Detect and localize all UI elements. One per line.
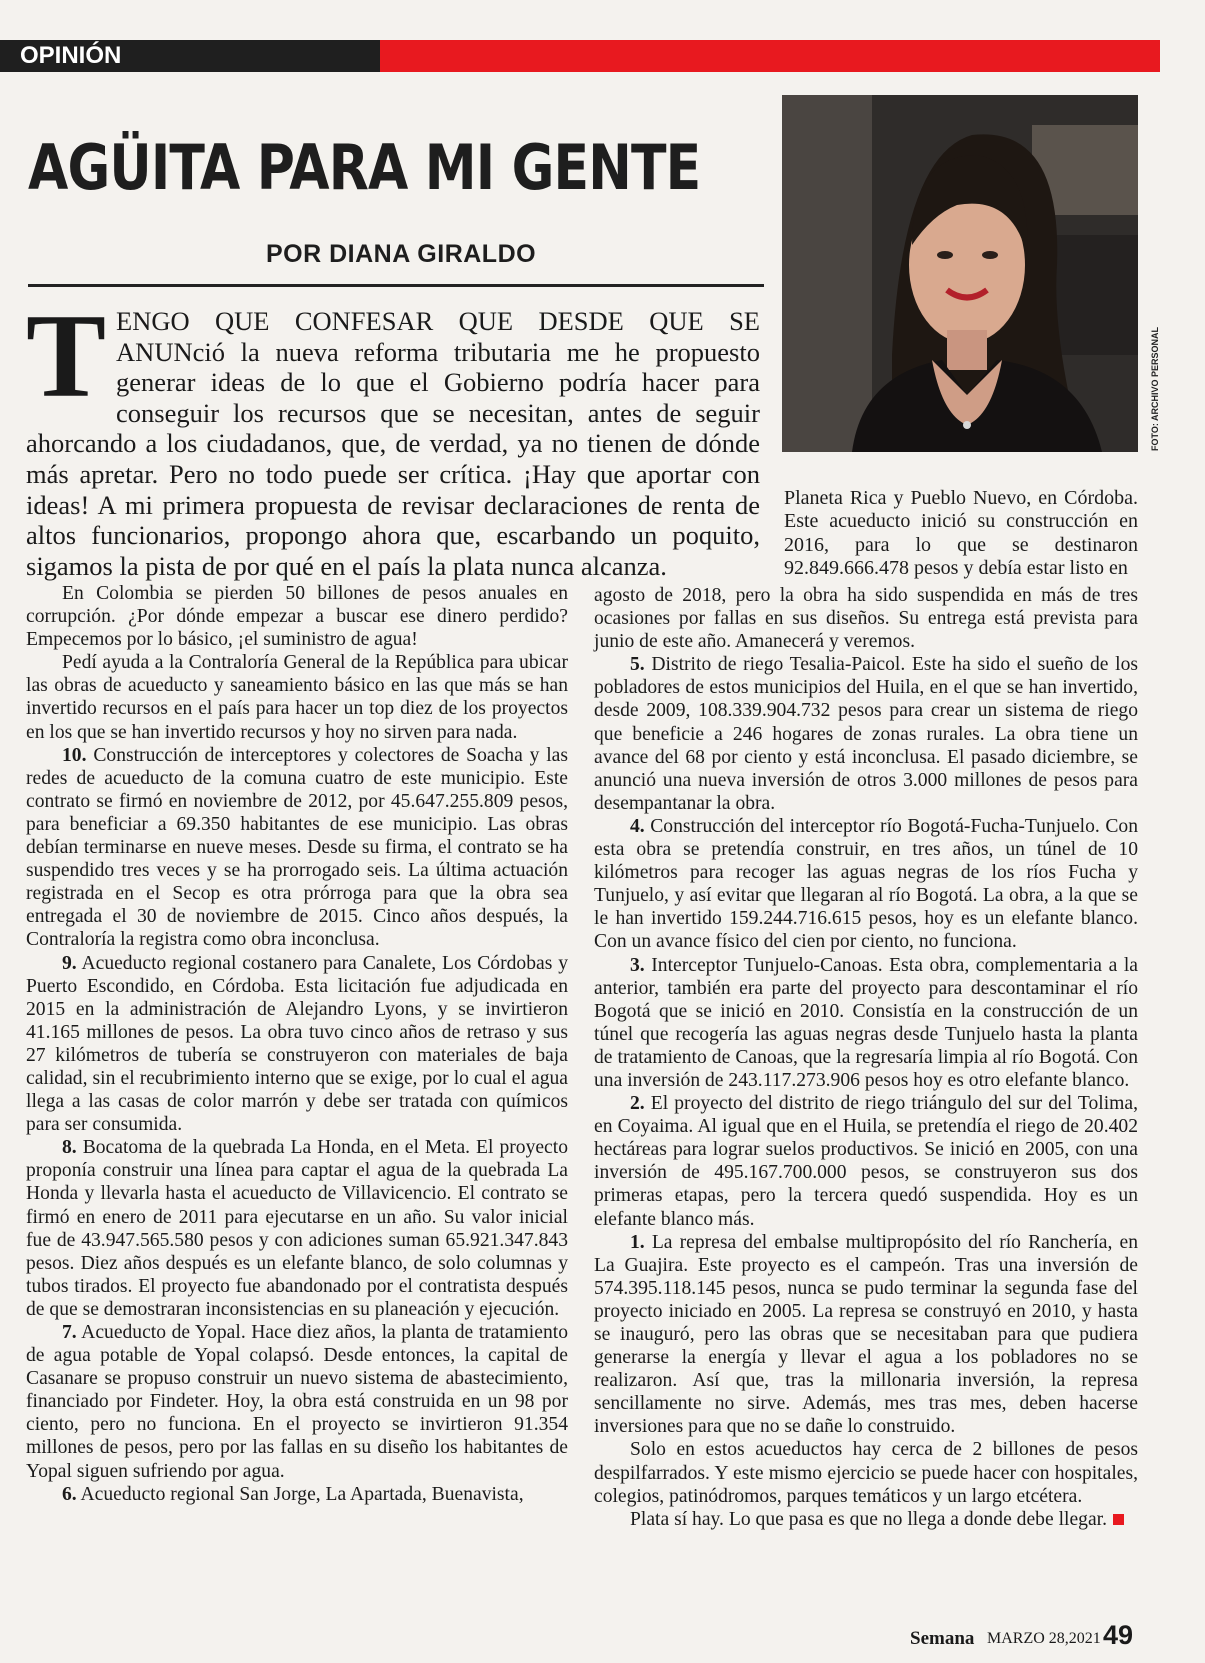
drop-cap: T xyxy=(26,289,107,422)
section-label: OPINIÓN xyxy=(0,40,380,72)
paragraph-text: Acueducto regional costanero para Canalete, Los Córdobas y Puerto Escondido, en Córdoba. Esta licitación fue adjudicada en 2015 en la administración de Alejandro Lyons, y se invirtieron 41.165 millones de pesos. La obra tuvo cinco años de retraso y sus 27 kilómetros de tubería se construyeron con materiales de baja calidad, sin el recubrimiento interno que se exige, por lo cual el agua llega a las casas de color marrón y debe ser tratada con químicos para ser consumida. xyxy=(26,952,568,1136)
paragraph-text: En Colombia se pierden 50 billones de pesos anuales en corrupción. ¿Por dónde empezar a buscar ese dinero perdido? Empecemos por lo básico, ¡el suministro de agua! xyxy=(26,583,568,651)
issue-date: MARZO 28,2021 xyxy=(987,1630,1101,1647)
article-paragraph xyxy=(594,1508,1138,1531)
end-of-article-mark xyxy=(1113,1514,1124,1525)
article-paragraph xyxy=(26,1321,568,1483)
column2-lead-text: Planeta Rica y Pueblo Nuevo, en Córdoba. Este acueducto inició su construcción en 2016, para lo que se destinaron 92.849.666.478 pesos y debía estar listo en xyxy=(784,487,1138,579)
portrait-illustration xyxy=(782,95,1138,452)
ranking-number: 9. xyxy=(62,952,77,974)
paragraph-text: Acueducto de Yopal. Hace diez años, la planta de tratamiento de agua potable de Yopal colapsó. Desde entonces, la capital de Casanare se propuso construir un nuevo sistema de abastecimiento, financiado por Findeter. Hoy, la obra está construida en un 98 por ciento, pero no funciona. En el proyecto se invirtieron 91.354 millones de pesos, pero por las fallas en su diseño los habitantes de Yopal siguen sufriendo por agua. xyxy=(26,1322,568,1482)
ranking-number: 6. xyxy=(62,1483,77,1505)
article-paragraph xyxy=(26,744,568,952)
paragraph-text: Pedí ayuda a la Contraloría General de la República para ubicar las obras de acueducto y saneamiento básico en las que más se han invertido recursos en el país para hacer un top diez de los proyectos en los que se han invertido recursos y hoy no sirven para nada. xyxy=(26,652,568,743)
section-header-bar xyxy=(0,40,1160,72)
paragraph-text: Plata sí hay. Lo que pasa es que no llega a donde debe llegar. xyxy=(630,1508,1107,1530)
article-paragraph xyxy=(594,584,1138,653)
ranking-number: 2. xyxy=(630,1093,645,1115)
article-paragraph xyxy=(26,1483,568,1506)
article-paragraph xyxy=(26,952,568,1137)
ranking-number: 5. xyxy=(630,654,645,676)
ranking-number: 1. xyxy=(630,1231,645,1253)
article-headline: AGÜITA PARA MI GENTE xyxy=(28,131,701,204)
author-byline: POR DIANA GIRALDO xyxy=(266,240,537,268)
article-column-1 xyxy=(26,582,568,1506)
paragraph-text: Solo en estos acueductos hay cerca de 2 billones de pesos despilfarrados. Y este mismo ejercicio se puede hacer con hospitales, colegios, patinódromos, parques temáticos y un largo etcétera. xyxy=(594,1439,1138,1507)
paragraph-text: La represa del embalse multipropósito del río Ranchería, en La Guajira. Este proyecto es el campeón. Tras una inversión de 574.395.118.145 pesos, nunca se pudo terminar la segunda fase del proyecto iniciado en 2005. La represa se construyó en 2010, y hasta se inauguró, pero las obras que se necesitaban para que pudiera generarse la energía y llevar el agua a los pobladores no se realizaron. Así que, tras la millonaria inversión, la represa sencillamente no sirve. Además, mes tras mes, deben hacerse inversiones para que no se dañe lo construido. xyxy=(594,1231,1138,1438)
article-paragraph xyxy=(594,1092,1138,1231)
article-paragraph xyxy=(594,1231,1138,1439)
article-column-2 xyxy=(594,584,1138,1531)
paragraph-text: agosto de 2018, pero la obra ha sido suspendida en más de tres ocasiones por fallas en sus diseños. Su entrega está prevista para junio de este año. Amanecerá y veremos. xyxy=(594,585,1138,653)
page-number: 49 xyxy=(1103,1620,1134,1650)
ranking-number: 10. xyxy=(62,744,87,766)
ranking-number: 8. xyxy=(62,1137,77,1159)
photo-credit: FOTO: ARCHIVO PERSONAL xyxy=(1150,326,1160,451)
paragraph-text: Construcción de interceptores y colectores de Soacha y las redes de acueducto de la comuna cuatro de este municipio. Este contrato se firmó en noviembre de 2012, por 45.647.255.809 pesos, para beneficiar a 69.350 habitantes de ese municipio. Las obras debían terminarse en nueve meses. Desde su firma, el contrato se ha suspendido tres veces y se ha prorrogado seis. La última actuación registrada en el Secop es otra prórroga para que la obra sea entregada el 30 de noviembre de 2015. Cinco años después, la Contraloría la registra como obra inconclusa. xyxy=(26,744,568,951)
ranking-number: 7. xyxy=(62,1322,77,1343)
paragraph-text: Interceptor Tunjuelo-Canoas. Esta obra, complementaria a la anterior, también era parte del proyecto para descontaminar el río Bogotá que se inició en 2010. Consistía en la construcción de un túnel que recogería las aguas negras desde Tunjuelo hasta la planta de tratamiento de Canoas, que la regresaría limpia al río Bogotá. Con una inversión de 243.117.273.906 pesos hoy es otro elefante blanco. xyxy=(594,954,1138,1091)
ranking-number: 4. xyxy=(630,815,645,837)
article-paragraph xyxy=(594,954,1138,1093)
article-paragraph xyxy=(26,582,568,651)
publication-name: Semana xyxy=(910,1628,975,1649)
author-photo xyxy=(782,95,1138,452)
headline-divider xyxy=(28,284,764,287)
article-paragraph xyxy=(594,653,1138,815)
lede-text: ENGO QUE CONFESAR QUE DESDE QUE SE ANUNció la nueva reforma tributaria me he propuesto generar ideas de lo que el Gobierno podría hacer para conseguir los recursos que se necesitan, antes de seguir ahorcando a los ciudadanos, que, de verdad, ya no tienen de dónde más apretar. Pero no todo puede ser crítica. ¡Hay que aportar con ideas! A mi primera propuesta de revisar declaraciones de renta de altos funcionarios, propongo ahora que, escarbando un poquito, sigamos la pista de por qué en el país la plata nunca alcanza. xyxy=(26,306,760,581)
article-lede xyxy=(26,289,760,581)
article-paragraph xyxy=(594,1438,1138,1507)
ranking-number: 3. xyxy=(630,954,645,976)
paragraph-text: Construcción del interceptor río Bogotá-Fucha-Tunjuelo. Con esta obra se pretendía construir, en tres años, un túnel de 10 kilómetros para recoger las aguas negras de los ríos Fucha y Tunjuelo, y así evitar que llegaran al río Bogotá. La obra, a la que se le han invertido 159.244.716.615 pesos, hoy es un elefante blanco. Con un avance físico del cien por ciento, no funciona. xyxy=(594,815,1138,953)
paragraph-text: Acueducto regional San Jorge, La Apartada, Buenavista, xyxy=(76,1483,524,1505)
paragraph-text: Bocatoma de la quebrada La Honda, en el Meta. El proyecto proponía construir una línea para captar el agua de la quebrada La Honda y llevarla hasta el acueducto de Villavicencio. El contrato se firmó en enero de 2011 para ejecutarse en un año. Su valor inicial fue de 43.947.565.580 pesos y con adiciones suman 65.921.347.843 pesos. Diez años después es un elefante blanco, de solo columnas y tubos tirados. El proyecto fue abandonado por el contratista después de que se demostraran inconsistencias en su planeación y ejecución. xyxy=(26,1137,568,1320)
paragraph-text: Distrito de riego Tesalia-Paicol. Este ha sido el sueño de los pobladores de estos municipios del Huila, en el que se han invertido, desde 2009, 108.339.904.732 pesos para crear un sistema de riego que beneficie a 246 hogares de zonas rurales. La obra tiene un avance del 68 por ciento y está inconclusa. El pasado diciembre, se anunció una nueva inversión de otros 3.000 millones de pesos para desempantanar la obra. xyxy=(594,654,1138,814)
article-paragraph xyxy=(26,651,568,743)
article-paragraph xyxy=(594,815,1138,954)
article-paragraph xyxy=(26,1136,568,1321)
paragraph-text: El proyecto del distrito de riego triángulo del sur del Tolima, en Coyaima. Al igual que en el Huila, se pretendía el riego de 20.402 hectáreas para lograr suelos productivos. Se inició en 2005, con una inversión de 495.167.700.000 pesos, se construyeron sus dos primeras etapas, pero la tercera quedó suspendida. Hoy es un elefante blanco más. xyxy=(594,1093,1138,1230)
